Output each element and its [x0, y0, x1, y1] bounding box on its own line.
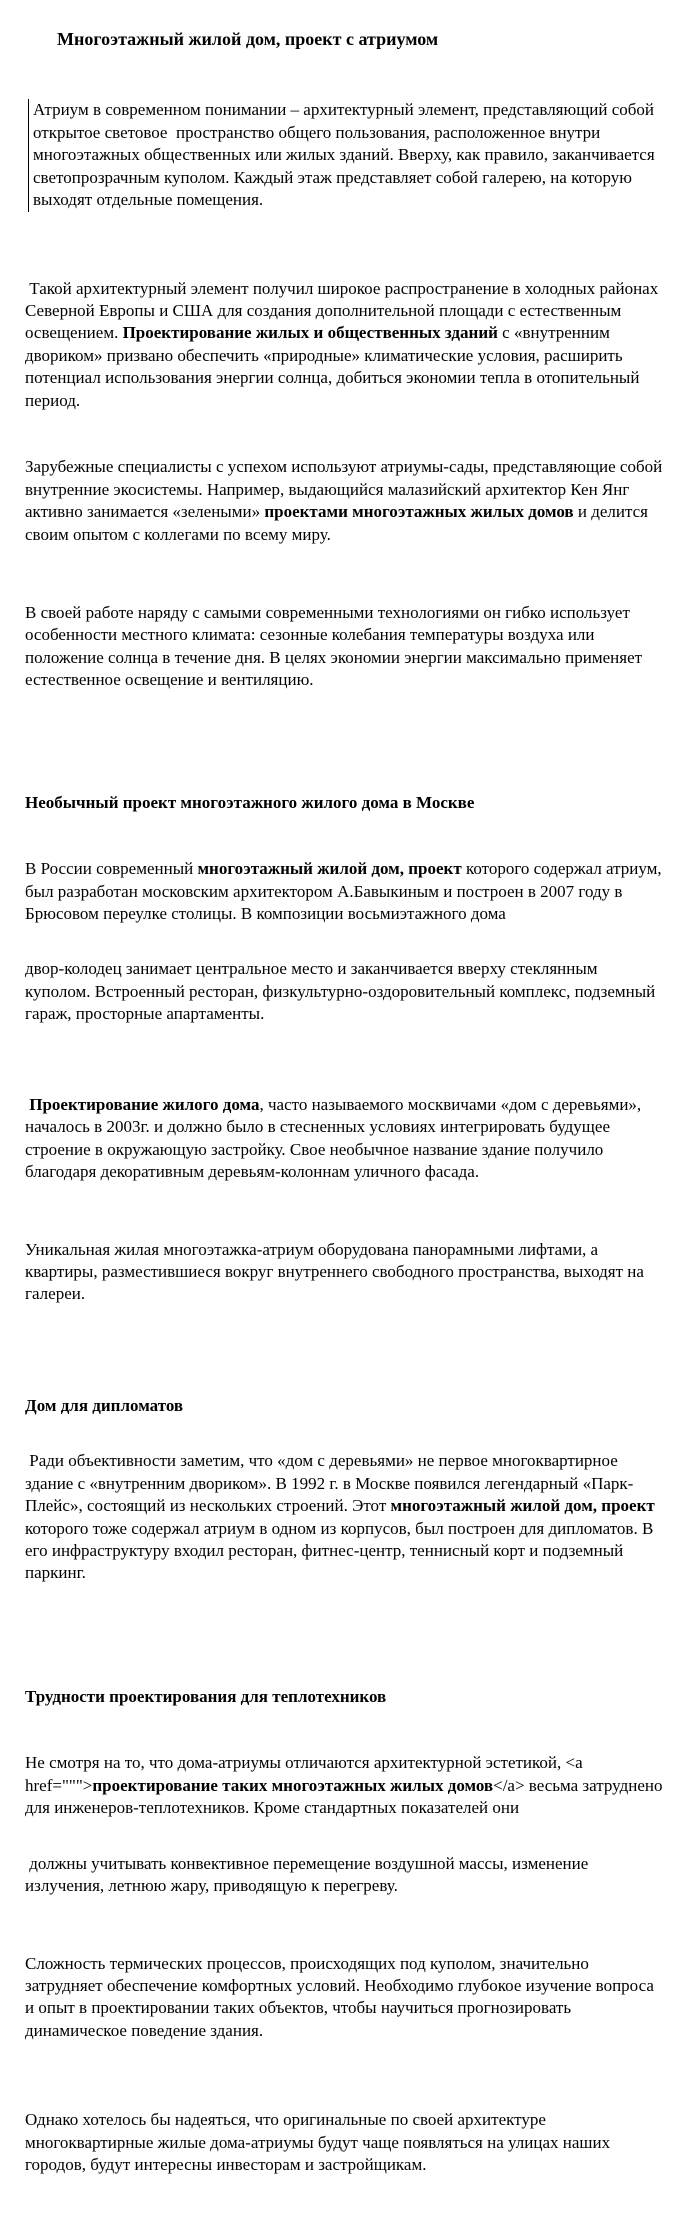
text-run: которого тоже содержал атриум в одном из корпусов, был построен для дипломатов. В его инфраструктуру входил ресторан, фитнес-центр, теннисный корт и подземный паркинг. [25, 1496, 659, 1583]
section-heading-diplomats: Дом для дипломатов [25, 1395, 184, 1415]
paragraph-outro [25, 2109, 665, 2176]
text-run: Уникальная жилая многоэтажка-атриум оборудована панорамными лифтами, а квартиры, разместившиеся вокруг внутреннего свободного пространства, выходят на галереи. [25, 1239, 649, 1304]
keyword-bold: Проектирование жилого дома [29, 1094, 260, 1114]
text-run: с «внутренним двориком» призвано обеспечить «природные» климатические условия, расширить потенциал использования энергии солнца, добиться экономии тепла в отопительный период. [25, 323, 644, 410]
keyword-bold: проектирование таких многоэтажных жилых домов [92, 1775, 494, 1795]
paragraph-russia-project [25, 858, 665, 925]
paragraph-elevators [25, 1239, 665, 1306]
keyword-bold: Проектирование жилых и общественных зданий [122, 323, 498, 343]
text-run: Не смотря на то, что дома-атриумы отличаются архитектурной эстетикой, <a href="""> [25, 1753, 587, 1795]
text-run: В России современный [25, 859, 198, 879]
document-title: Многоэтажный жилой дом, проект с атриумом [57, 29, 439, 49]
text-run: Атриум в современном понимании – архитектурный элемент, представляющий собой открытое световое пространство общего пользования, расположенное внутри многоэтажных общественных или жилых зданий. Вверху, как правило, заканчивается светопрозрачным куполом. Каждый этаж представляет собой галерею, на которую выходят отдельные помещения. [33, 100, 659, 210]
keyword-bold: проектами многоэтажных жилых домов [264, 502, 574, 522]
text-run: </a> весьма затруднено для инженеров-теплотехников. Кроме стандартных показателей они [25, 1775, 667, 1818]
text-run: Такой архитектурный элемент получил широкое распространение в холодных районах Северной Европы и США для создания дополнительной площади с естественным освещением. [25, 278, 663, 343]
keyword-bold: многоэтажный жилой дом, проект [390, 1496, 655, 1516]
paragraph-thermal-2 [25, 1853, 665, 1898]
text-run: Сложность термических процессов, происходящих под куполом, значительно затрудняет обеспечение комфортных условий. Необходимо глубокое изучение вопроса и опыт в проектировании таких объектов, чтобы научиться прогнозировать динамическое поведение здания. [25, 1953, 659, 2040]
section-heading-moscow: Необычный проект многоэтажного жилого дома в Москве [25, 792, 475, 812]
paragraph-climate [25, 602, 665, 692]
section-heading-difficulties: Трудности проектирования для теплотехников [25, 1686, 387, 1706]
paragraph-intro-quote [28, 99, 665, 211]
text-run: которого содержал атриум, был разработан московским архитектором А.Бавыкиным и построен в 2007 году в Брюсовом переулке столицы. В композиции восьмиэтажного дома [25, 859, 666, 924]
text-run: Ради объективности заметим, что «дом с деревьями» не первое многоквартирное здание с «внутренним двориком». В 1992 г. в Москве появился легендарный «Парк-Плейс», состоящий из нескольких строений. Этот [25, 1451, 634, 1516]
text-run: Зарубежные специалисты с успехом используют атриумы-сады, представляющие собой внутренние экосистемы. Например, выдающийся малазийский архитектор Кен Янг активно занимается «зелеными» [25, 457, 667, 522]
paragraph-complexity [25, 1953, 665, 2043]
text-run: и делится своим опытом с коллегами по всему миру. [25, 502, 653, 544]
text-run: двор-колодец занимает центральное место и заканчивается вверху стеклянным куполом. Встроенный ресторан, физкультурно-оздоровительный комплекс, подземный гараж, просторные апартаменты. [25, 959, 660, 1024]
text-run: В своей работе наряду с самыми современными технологиями он гибко использует особенности местного климата: сезонные колебания температуры воздуха или положение солнца в течение дня. В целях экономии энергии максимально применяет естественное освещение и вентиляцию. [25, 602, 647, 690]
text-run: Однако хотелось бы надеяться, что оригинальные по своей архитектуре многоквартирные жилые дома-атриумы будут чаще появляться на улицах наших городов, будут интересны инвесторам и застройщикам. [25, 2110, 615, 2175]
text-run: , часто называемого москвичами «дом с деревьями», началось в 2003г. и должно было в стесненных условиях интегрировать будущее строение в окружающую застройку. Свое необычное название здание получило благодаря декоративным деревьям-колоннам уличного фасада. [25, 1094, 646, 1182]
text-run: должны учитывать конвективное перемещение воздушной массы, изменение излучения, летнюю жару, приводящую к перегреву. [25, 1853, 593, 1896]
paragraph-foreign-experience [25, 456, 665, 546]
paragraph-park-place [25, 1450, 665, 1585]
paragraph-thermal-1 [25, 1752, 665, 1819]
paragraph-courtyard [25, 958, 665, 1025]
paragraph-spread [25, 278, 665, 413]
paragraph-design-history [25, 1094, 665, 1184]
keyword-bold: многоэтажный жилой дом, проект [197, 859, 462, 879]
